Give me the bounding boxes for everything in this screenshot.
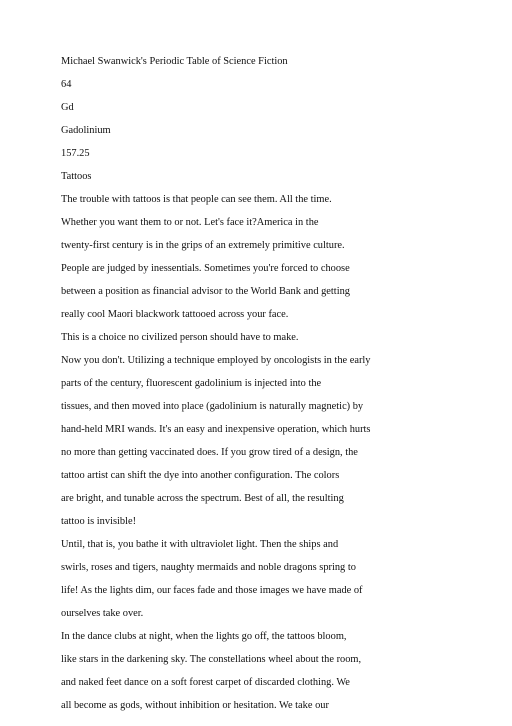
body-line: twenty-first century is in the grips of an extremely primitive culture. [61, 240, 345, 251]
body-line: really cool Maori blackwork tattooed across your face. [61, 309, 289, 320]
body-line: parts of the century, fluorescent gadolinium is injected into the [61, 378, 322, 389]
body-line: tattoo artist can shift the dye into another configuration. The colors [61, 470, 340, 481]
body-line: The trouble with tattoos is that people can see them. All the time. [61, 194, 332, 205]
document-text [61, 50, 491, 717]
body-line: tattoo is invisible! [61, 516, 137, 527]
body-line: People are judged by inessentials. Sometimes you're forced to choose [61, 263, 350, 274]
body-line: hand-held MRI wands. It's an easy and inexpensive operation, which hurts [61, 424, 371, 435]
body-line: are bright, and tunable across the spectrum. Best of all, the resulting [61, 493, 344, 504]
body-line: This is a choice no civilized person should have to make. [61, 332, 299, 343]
body-line: all become as gods, without inhibition or hesitation. We take our [61, 700, 329, 711]
story-title: Tattoos [61, 171, 92, 182]
body-line: between a position as financial advisor to the World Bank and getting [61, 286, 350, 297]
body-line: no more than getting vaccinated does. If you grow tired of a design, the [61, 447, 358, 458]
body-line: Whether you want them to or not. Let's face it?America in the [61, 217, 319, 228]
body-line: swirls, roses and tigers, naughty mermaids and noble dragons spring to [61, 562, 356, 573]
body-line: Until, that is, you bathe it with ultraviolet light. Then the ships and [61, 539, 339, 550]
body-line: ourselves take over. [61, 608, 144, 619]
element-number: 64 [61, 79, 72, 90]
body-line: Now you don't. Utilizing a technique employed by oncologists in the early [61, 355, 371, 366]
document-title: Michael Swanwick's Periodic Table of Science Fiction [61, 56, 288, 67]
body-line: and naked feet dance on a soft forest carpet of discarded clothing. We [61, 677, 350, 688]
element-name: Gadolinium [61, 125, 111, 136]
body-line: tissues, and then moved into place (gadolinium is naturally magnetic) by [61, 401, 364, 412]
body-line: In the dance clubs at night, when the lights go off, the tattoos bloom, [61, 631, 347, 642]
element-weight: 157.25 [61, 148, 90, 159]
body-line: like stars in the darkening sky. The constellations wheel about the room, [61, 654, 362, 665]
element-symbol: Gd [61, 102, 74, 113]
body-line: life! As the lights dim, our faces fade and those images we have made of [61, 585, 363, 596]
